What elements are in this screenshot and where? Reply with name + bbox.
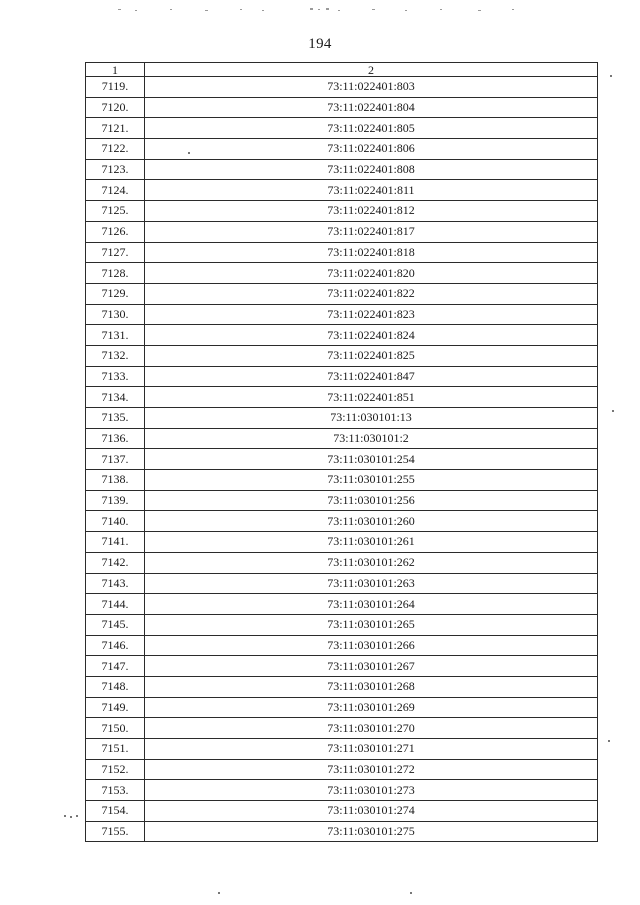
table-row (86, 718, 598, 739)
table-row (86, 180, 598, 201)
table-row (86, 428, 598, 449)
row-number-cell: 7124. (86, 180, 145, 201)
row-number-cell: 7130. (86, 304, 145, 325)
row-number-cell: 7132. (86, 345, 145, 366)
cadastral-number-cell: 73:11:030101:264 (145, 594, 598, 615)
table-row (86, 77, 598, 98)
cadastral-number-cell: 73:11:030101:274 (145, 801, 598, 822)
row-number-cell: 7147. (86, 656, 145, 677)
table-row (86, 283, 598, 304)
row-number-cell: 7144. (86, 594, 145, 615)
scan-speck (188, 152, 190, 154)
table-row (86, 387, 598, 408)
table-row (86, 821, 598, 842)
header-row (86, 63, 598, 77)
cadastral-number-cell: 73:11:022401:804 (145, 97, 598, 118)
table-row (86, 801, 598, 822)
row-number-cell: 7154. (86, 801, 145, 822)
table-row (86, 408, 598, 429)
row-number-cell: 7148. (86, 676, 145, 697)
scan-speck (64, 815, 66, 817)
table-row (86, 511, 598, 532)
table-row (86, 780, 598, 801)
page-number: 194 (308, 36, 332, 52)
scan-speck (612, 410, 614, 412)
scan-speck (70, 816, 72, 818)
row-number-cell: 7138. (86, 470, 145, 491)
table-row (86, 118, 598, 139)
cadastral-number-cell: 73:11:022401:803 (145, 77, 598, 98)
table-row (86, 242, 598, 263)
cadastral-number-cell: 73:11:030101:256 (145, 490, 598, 511)
scan-artifact-strip (0, 0, 640, 20)
cadastral-number-cell: 73:11:030101:255 (145, 470, 598, 491)
row-number-cell: 7139. (86, 490, 145, 511)
row-number-cell: 7129. (86, 283, 145, 304)
cadastral-number-cell: 73:11:030101:273 (145, 780, 598, 801)
row-number-cell: 7155. (86, 821, 145, 842)
row-number-cell: 7151. (86, 739, 145, 760)
table-row (86, 201, 598, 222)
cadastral-number-cell: 73:11:030101:268 (145, 676, 598, 697)
cadastral-number-cell: 73:11:030101:260 (145, 511, 598, 532)
cadastral-number-cell: 73:11:030101:2 (145, 428, 598, 449)
table-row (86, 614, 598, 635)
cadastral-number-cell: 73:11:030101:266 (145, 635, 598, 656)
cadastral-number-cell: 73:11:030101:271 (145, 739, 598, 760)
cadastral-number-cell: 73:11:022401:820 (145, 263, 598, 284)
scan-speck (218, 892, 220, 894)
row-number-cell: 7149. (86, 697, 145, 718)
cadastral-number-cell: 73:11:022401:817 (145, 221, 598, 242)
row-number-cell: 7133. (86, 366, 145, 387)
row-number-cell: 7122. (86, 139, 145, 160)
table-row (86, 552, 598, 573)
cadastral-number-cell: 73:11:030101:262 (145, 552, 598, 573)
cadastral-number-cell: 73:11:022401:812 (145, 201, 598, 222)
row-number-cell: 7137. (86, 449, 145, 470)
row-number-cell: 7135. (86, 408, 145, 429)
row-number-cell: 7126. (86, 221, 145, 242)
cadastral-number-cell: 73:11:030101:254 (145, 449, 598, 470)
cadastral-number-cell: 73:11:022401:811 (145, 180, 598, 201)
cadastral-number-cell: 73:11:022401:823 (145, 304, 598, 325)
table-row (86, 139, 598, 160)
row-number-cell: 7136. (86, 428, 145, 449)
registry-table (85, 62, 598, 842)
table-row (86, 366, 598, 387)
table-row (86, 221, 598, 242)
row-number-cell: 7127. (86, 242, 145, 263)
row-number-cell: 7128. (86, 263, 145, 284)
table-row (86, 159, 598, 180)
cadastral-number-cell: 73:11:030101:267 (145, 656, 598, 677)
table-row (86, 304, 598, 325)
row-number-cell: 7121. (86, 118, 145, 139)
cadastral-number-cell: 73:11:030101:272 (145, 759, 598, 780)
table-row (86, 470, 598, 491)
table-row (86, 449, 598, 470)
row-number-cell: 7123. (86, 159, 145, 180)
scan-speck (610, 75, 612, 77)
cadastral-number-cell: 73:11:022401:822 (145, 283, 598, 304)
cadastral-number-cell: 73:11:022401:824 (145, 325, 598, 346)
row-number-cell: 7143. (86, 573, 145, 594)
row-number-cell: 7134. (86, 387, 145, 408)
table-row (86, 676, 598, 697)
cadastral-number-cell: 73:11:022401:851 (145, 387, 598, 408)
cadastral-number-cell: 73:11:030101:263 (145, 573, 598, 594)
row-number-cell: 7119. (86, 77, 145, 98)
row-number-cell: 7145. (86, 614, 145, 635)
table-row (86, 345, 598, 366)
row-number-cell: 7141. (86, 532, 145, 553)
table-row (86, 532, 598, 553)
row-number-cell: 7146. (86, 635, 145, 656)
table-row (86, 739, 598, 760)
cadastral-number-cell: 73:11:030101:265 (145, 614, 598, 635)
scan-speck (608, 740, 610, 742)
table-body (86, 77, 598, 842)
table-row (86, 697, 598, 718)
row-number-cell: 7131. (86, 325, 145, 346)
cadastral-number-cell: 73:11:022401:808 (145, 159, 598, 180)
row-number-cell: 7125. (86, 201, 145, 222)
scan-speck (410, 892, 412, 894)
table-row (86, 263, 598, 284)
table-row (86, 573, 598, 594)
column-header-cadastral-id: 2 (145, 63, 598, 77)
table-row (86, 759, 598, 780)
cadastral-number-cell: 73:11:030101:270 (145, 718, 598, 739)
cadastral-number-cell: 73:11:030101:261 (145, 532, 598, 553)
column-header-number: 1 (86, 63, 145, 77)
row-number-cell: 7140. (86, 511, 145, 532)
row-number-cell: 7152. (86, 759, 145, 780)
table-row (86, 325, 598, 346)
table-row (86, 97, 598, 118)
scan-speck (76, 815, 78, 817)
cadastral-number-cell: 73:11:022401:806 (145, 139, 598, 160)
cadastral-number-cell: 73:11:022401:825 (145, 345, 598, 366)
table-row (86, 594, 598, 615)
row-number-cell: 7120. (86, 97, 145, 118)
cadastral-number-cell: 73:11:022401:818 (145, 242, 598, 263)
cadastral-number-cell: 73:11:030101:13 (145, 408, 598, 429)
table-row (86, 656, 598, 677)
row-number-cell: 7142. (86, 552, 145, 573)
cadastral-number-cell: 73:11:022401:847 (145, 366, 598, 387)
cadastral-number-cell: 73:11:030101:269 (145, 697, 598, 718)
row-number-cell: 7150. (86, 718, 145, 739)
table-row (86, 635, 598, 656)
cadastral-number-cell: 73:11:030101:275 (145, 821, 598, 842)
row-number-cell: 7153. (86, 780, 145, 801)
cadastral-number-cell: 73:11:022401:805 (145, 118, 598, 139)
table-row (86, 490, 598, 511)
